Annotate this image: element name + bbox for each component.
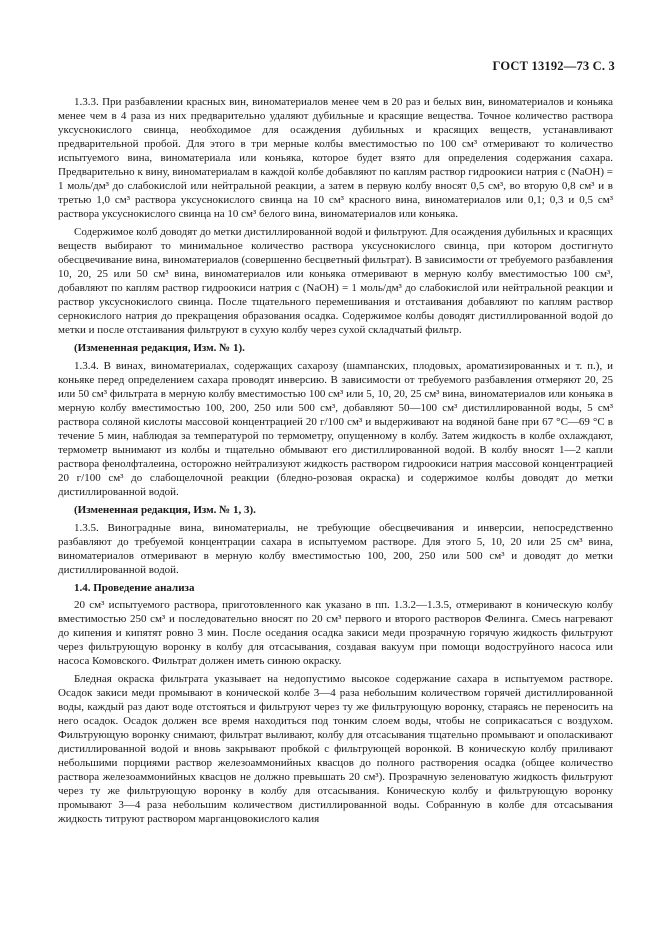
paragraph-1-3-4: 1.3.4. В винах, виноматериалах, содержащих сахарозу (шампанских, плодовых, ароматизированных и т. п.), и коньяке перед определением сахара проводят инверсию. В зависимости от требуемого разбавления отмеряют 20, 25 или 50 см³ фильтрата в мерную колбу вместимостью 100 см³ или 5, 10, 20, 25 см³ вина, виноматериалов или коньяка в мерную колбу вместимостью 100, 200, 250 или 500 см³, добавляют 50—100 см³ дистиллированной воды, 5 см³ раствора соляной кислоты массовой концентрацией 20 г/100 см³ и выдерживают на водяной бане при 67 °С—69 °С в течение 5 мин, наблюдая за температурой по термометру, опущенному в колбу. Затем жидкость в колбе охлаждают, термометр вынимают из колбы и тщательно обмывают его дистиллированной водой. В колбу вносят 1—2 капли раствора фенолфталеина, осторожно нейтрализуют жидкость раствором гидроокиси натрия массовой концентрацией 20 г/100 см³ до слабощелочной реакции (бледно-розовая окраска) и содержимое колбы доводят до метки дистиллированной водой. (58, 360, 613, 498)
paragraph-analysis-2: Бледная окраска фильтрата указывает на недопустимо высокое содержание сахара в испытуемом растворе. Осадок закиси меди промывают в конической колбе 3—4 раза небольшим количеством горячей дистиллированной воды, каждый раз дают воде отстояться и фильтруют через ту же фильтрующую воронку, стараясь не переносить на него осадок. Осадок должен все время находиться под тонким слоем воды, чтобы не соприкасаться с воздухом. Фильтрующую воронку снимают, фильтрат выливают, колбу для отсасывания тщательно промывают и ополаскивают дистиллированной водой и вновь закрывают пробкой с фильтрующей воронкой. В коническую колбу приливают небольшими порциями раствор железоаммонийных квасцов до полного растворения осадка (общее количество раствора железоаммонийных квасцов не должно превышать 20 см³). Прозрачную зеленоватую жидкость фильтруют через ту же фильтрующую воронку в колбу для отсасывания. Коническую колбу и фильтрующую воронку промывают 3—4 раза небольшим количеством дистиллированной воды. Собранную в колбе для отсасывания жидкость титруют раствором марганцовокислого калия (58, 673, 613, 825)
paragraph-analysis-1: 20 см³ испытуемого раствора, приготовленного как указано в пп. 1.3.2—1.3.5, отмеривают в коническую колбу вместимостью 250 см³ и последовательно вносят по 20 см³ первого и второго растворов Фелинга. Смесь нагревают до кипения и кипятят ровно 3 мин. После оседания осадка закиси меди прозрачную горячую жидкость фильтруют через фильтрующую воронку в колбу для отсасывания, создавая вакуум при помощи водоструйного насоса или насоса Комовского. Фильтрат должен иметь синюю окраску. (58, 599, 613, 667)
paragraph-1-3-3: 1.3.3. При разбавлении красных вин, виноматериалов менее чем в 20 раз и белых вин, виноматериалов и коньяка менее чем в 4 раза из них предварительно удаляют дубильные и красящие вещества. Точное количество раствора уксуснокислого свинца, необходимое для осаждения дубильных и красящих веществ, устанавливают предварительной пробой. Для этого в три мерные колбы вместимостью по 100 см³ отмеривают то количество испытуемого вина, виноматериала или коньяка, которое будет взято для определения содержания сахара. Предварительно к вину, виноматериалам в каждой колбе добавляют по каплям раствор гидроокиси натрия c (NaOH) = 1 моль/дм³ до слабокислой или нейтральной реакции, а затем в первую колбу вносят 0,5 см³, во вторую 0,8 см³ и в третью 1,0 см³ раствора уксуснокислого свинца на 10 см³ красного вина, виноматериалов или 0,1; 0,3 и 0,5 см³ раствора уксуснокислого свинца на 10 см³ белого вина, виноматериалов или коньяка. (58, 96, 613, 220)
revision-note-2: (Измененная редакция, Изм. № 1, 3). (74, 504, 256, 516)
section-heading-1-4: 1.4. Проведение анализа (74, 582, 195, 594)
paragraph-colb-content: Содержимое колб доводят до метки дистиллированной водой и фильтруют. Для осаждения дубильных и красящих веществ выбирают то минимальное количество раствора уксуснокислого свинца, при котором достигнуто обесцвечивание вина, виноматериалов (совершенно бесцветный фильтрат). В зависимости от требуемого разбавления 10, 20, 25 или 50 см³ вина, виноматериалов или коньяка отмеривают в мерную колбу вместимостью 100 см³, добавляют по каплям раствор гидроокиси натрия c (NaOH) = 1 моль/дм³ до слабокислой или нейтральной реакции и раствор уксуснокислого свинца. После тщательного перемешивания и отстаивания добавляют по каплям раствор сернокислого натрия до прекращения образования осадка. Содержимое колбы доводят дистиллированной водой до метки и после отстаивания фильтруют в сухую колбу через сухой складчатый фильтр. (58, 226, 613, 336)
running-header: ГОСТ 13192—73 С. 3 (492, 59, 615, 73)
document-body (58, 95, 613, 830)
revision-note-1: (Измененная редакция, Изм. № 1). (74, 342, 245, 354)
paragraph-1-3-5: 1.3.5. Виноградные вина, виноматериалы, не требующие обесцвечивания и инверсии, непосредственно разбавляют до требуемой концентрации сахара в испытуемом растворе. Для этого 5, 10, 20 или 25 см³ вина, виноматериалов отмеривают в мерную колбу вместимостью 100, 200, 250 или 500 см³ и доводят до метки дистиллированной водой. (58, 522, 613, 576)
